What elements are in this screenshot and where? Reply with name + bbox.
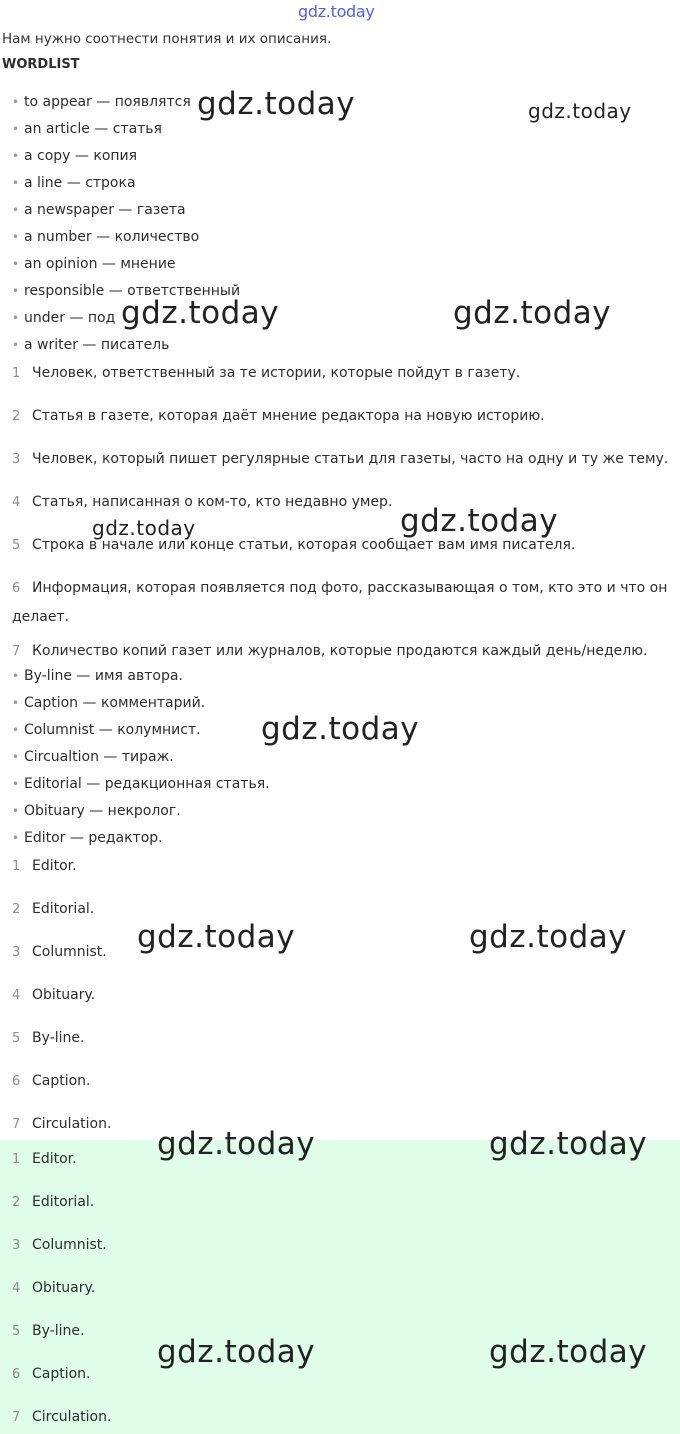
bullet-icon: • bbox=[12, 311, 20, 325]
bullet-icon: • bbox=[12, 122, 20, 136]
answer-item: 6 Caption. bbox=[12, 1073, 91, 1089]
list-item: • a copy — копия bbox=[12, 144, 240, 171]
list-item: • Obituary — некролог. bbox=[12, 799, 270, 826]
bullet-icon: • bbox=[12, 696, 20, 710]
answer-item: 7 Circulation. bbox=[12, 1409, 112, 1425]
bullet-icon: • bbox=[12, 723, 20, 737]
list-item: • a number — количество bbox=[12, 225, 240, 252]
list-item: • Caption — комментарий. bbox=[12, 691, 270, 718]
list-item: • a writer — писатель bbox=[12, 333, 240, 360]
list-item: • Columnist — колумнист. bbox=[12, 718, 270, 745]
list-item: • under — под bbox=[12, 306, 240, 333]
watermark: gdz.today bbox=[528, 99, 632, 123]
watermark: gdz.today bbox=[121, 295, 280, 331]
definitions-list bbox=[12, 359, 668, 664]
bullet-icon: • bbox=[12, 95, 20, 109]
bullet-icon: • bbox=[12, 669, 20, 683]
watermark: gdz.today bbox=[489, 1126, 648, 1162]
answers-list-highlighted bbox=[12, 1145, 111, 1431]
watermark: gdz.today bbox=[157, 1334, 316, 1370]
bullet-icon: • bbox=[12, 230, 20, 244]
bullet-icon: • bbox=[12, 750, 20, 764]
watermark: gdz.today bbox=[261, 711, 420, 747]
watermark: gdz.today bbox=[137, 919, 296, 955]
list-item: • a newspaper — газета bbox=[12, 198, 240, 225]
list-item: • an article — статья bbox=[12, 117, 240, 144]
bullet-icon: • bbox=[12, 176, 20, 190]
answers-list bbox=[12, 852, 111, 1138]
definition-item: 7 Количество копий газет или журналов, которые продаются каждый день/неделю. bbox=[12, 643, 648, 659]
answer-item: 5 By-line. bbox=[12, 1030, 85, 1046]
list-item: • Circualtion — тираж. bbox=[12, 745, 270, 772]
definition-item: 6 Информация, которая появляется под фото, рассказывающая о том, кто это и что он делает. bbox=[12, 580, 668, 625]
list-item: • By-line — имя автора. bbox=[12, 664, 270, 691]
bullet-icon: • bbox=[12, 804, 20, 818]
list-item: • an opinion — мнение bbox=[12, 252, 240, 279]
site-logo[interactable]: gdz.today bbox=[298, 2, 375, 21]
bullet-icon: • bbox=[12, 338, 20, 352]
watermark: gdz.today bbox=[92, 516, 196, 540]
answer-item: 1 Editor. bbox=[12, 1151, 77, 1167]
bullet-icon: • bbox=[12, 257, 20, 271]
definition-item: 2 Статья в газете, которая даёт мнение редактора на новую историю. bbox=[12, 408, 545, 424]
watermark: gdz.today bbox=[453, 295, 612, 331]
definition-item: 1 Человек, ответственный за те истории, которые пойдут в газету. bbox=[12, 365, 521, 381]
definition-item: 4 Статья, написанная о ком-то, кто недавно умер. bbox=[12, 494, 393, 510]
answer-item: 2 Editorial. bbox=[12, 1194, 95, 1210]
watermark: gdz.today bbox=[197, 86, 356, 122]
bullet-icon: • bbox=[12, 777, 20, 791]
definition-item: 3 Человек, который пишет регулярные статьи для газеты, часто на одну и ту же тему. bbox=[12, 451, 669, 467]
list-item: • Editor — редактор. bbox=[12, 826, 270, 853]
answer-item: 5 By-line. bbox=[12, 1323, 85, 1339]
list-item: • responsible — ответственный bbox=[12, 279, 240, 306]
answer-item: 4 Obituary. bbox=[12, 1280, 96, 1296]
answer-item: 3 Columnist. bbox=[12, 1237, 107, 1253]
list-item: • a line — строка bbox=[12, 171, 240, 198]
bullet-icon: • bbox=[12, 284, 20, 298]
watermark: gdz.today bbox=[400, 503, 559, 539]
watermark: gdz.today bbox=[157, 1126, 316, 1162]
definition-item: 5 Строка в начале или конце статьи, которая сообщает вам имя писателя. bbox=[12, 537, 576, 553]
answer-item: 3 Columnist. bbox=[12, 944, 107, 960]
watermark: gdz.today bbox=[469, 919, 628, 955]
bullet-icon: • bbox=[12, 831, 20, 845]
answer-item: 2 Editorial. bbox=[12, 901, 95, 917]
bullet-icon: • bbox=[12, 149, 20, 163]
bullet-icon: • bbox=[12, 203, 20, 217]
list-item: • to appear — появлятся bbox=[12, 90, 240, 117]
answer-item: 7 Circulation. bbox=[12, 1116, 112, 1132]
wordlist-heading: WORDLIST bbox=[2, 57, 80, 72]
answer-item: 4 Obituary. bbox=[12, 987, 96, 1003]
intro-text: Нам нужно соотнести понятия и их описания. bbox=[2, 31, 332, 47]
translations-list bbox=[12, 664, 270, 853]
answer-item: 1 Editor. bbox=[12, 858, 77, 874]
answer-item: 6 Caption. bbox=[12, 1366, 91, 1382]
list-item: • Editorial — редакционная статья. bbox=[12, 772, 270, 799]
watermark: gdz.today bbox=[489, 1334, 648, 1370]
